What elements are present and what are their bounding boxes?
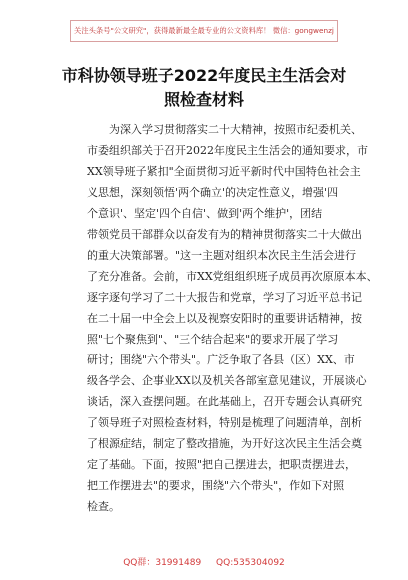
body-line: 研讨；围绕"六个带头"。广泛争取了各县（区）XX、市 <box>87 353 355 367</box>
body-line: 在二十届一中全会上以及视察安阳时的重要讲话精神，按 <box>87 311 362 325</box>
document-title <box>40 64 368 112</box>
body-line: 谈话，深入查摆问题。在此基础上，召开专题会认真研究 <box>87 395 362 409</box>
body-line: 逐字逐句学习了二十大报告和党章，学习了习近平总书记 <box>87 290 362 304</box>
body-line: 了充分准备。会前，市XX党组组织班子成员再次原原本本、 <box>87 269 378 283</box>
body-line: 义思想，深刻领悟'两个确立'的决定性意义，增强'四 <box>87 185 339 199</box>
body-line: 级各学会、企事业XX以及机关各部室意见建议，开展谈心 <box>87 374 367 388</box>
body-line: 定了基础。下面，按照"把自己摆进去，把职责摆进去， <box>87 458 357 472</box>
body-line: 检查。 <box>87 500 120 514</box>
body-line: 的重大决策部署。"这一主题对组织本次民主生活会进行 <box>87 248 357 262</box>
banner-text: 关注头条号"公文研究"，获得最新最全最专业的公文资料库！ 微信：gongwenzj <box>74 26 334 35</box>
body-line: 带领党员干部群众以奋发有为的精神贯彻落实二十大做出 <box>87 227 362 241</box>
title-line-2: 照检查材料 <box>163 90 244 109</box>
body-line: 为深入学习贯彻落实二十大精神，按照市纪委机关、 <box>109 123 362 136</box>
body-line: XX领导班子紧扣"全面贯彻习近平新时代中国特色社会主 <box>87 164 361 178</box>
body-paragraph <box>87 120 378 518</box>
footer-contact <box>0 555 408 568</box>
body-line: 把工作摆进去"的要求，围绕"六个带头"，作如下对照 <box>87 479 345 493</box>
body-line: 了根源症结，制定了整改措施，为开好这次民主生活会奠 <box>87 437 362 451</box>
footer-qq-group: QQ群：31991489 <box>123 558 202 568</box>
title-line-1: 市科协领导班子2022年度民主生活会对 <box>61 66 347 85</box>
body-line: 了领导班子对照检查材料，特别是梳理了问题清单，剖析 <box>87 416 362 430</box>
body-line: 照"七个聚焦到"、"三个结合起来"的要求开展了学习 <box>87 332 339 346</box>
footer-qq: QQ:535304092 <box>216 558 285 568</box>
body-line: 个意识'、坚定'四个自信'、做到'两个维护'，团结 <box>87 206 323 220</box>
top-banner <box>70 20 338 42</box>
body-line: 市委组织部关于召开2022年度民主生活会的通知要求，市 <box>87 143 368 157</box>
